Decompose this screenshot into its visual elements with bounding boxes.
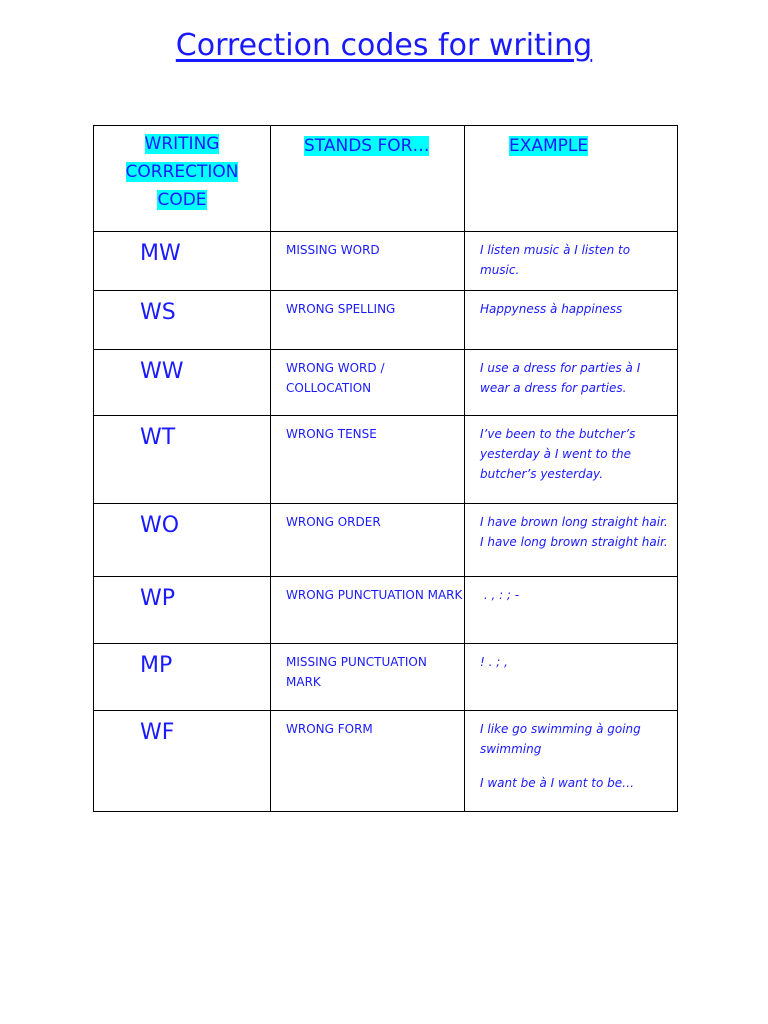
header-example: [465, 126, 678, 232]
example-cell: ! . ; ,: [465, 644, 678, 711]
stands-cell: WRONG WORD / COLLOCATION: [271, 350, 465, 416]
code-cell: WT: [94, 416, 271, 504]
table-row: [94, 291, 678, 350]
page-title: Correction codes for writing: [175, 28, 593, 63]
stands-cell: WRONG TENSE: [271, 416, 465, 504]
header-stands-for: [271, 126, 465, 232]
table-row: [94, 416, 678, 504]
example-cell: I use a dress for parties à I wear a dress for parties.: [465, 350, 678, 416]
table-row: [94, 577, 678, 644]
header-example-label: EXAMPLE: [509, 136, 589, 156]
table-header-row: [94, 126, 678, 232]
code-cell: MP: [94, 644, 271, 711]
stands-cell: WRONG FORM: [271, 711, 465, 812]
code-cell: WS: [94, 291, 271, 350]
stands-cell: MISSING PUNCTUATION MARK: [271, 644, 465, 711]
header-code: [94, 126, 271, 232]
code-cell: WW: [94, 350, 271, 416]
example-cell: I’ve been to the butcher’s yesterday à I went to the butcher’s yesterday.: [465, 416, 678, 504]
table-row: [94, 711, 678, 812]
example-line: I want be à I want to be…: [480, 776, 635, 790]
header-code-line2: CORRECTION: [125, 162, 239, 182]
header-stands-label: STANDS FOR…: [304, 136, 430, 156]
table-row: [94, 232, 678, 291]
stands-cell: WRONG ORDER: [271, 504, 465, 577]
header-code-line3: CODE: [157, 190, 207, 210]
code-cell: WP: [94, 577, 271, 644]
example-cell: [465, 711, 678, 812]
example-cell: I listen music à I listen to music.: [465, 232, 678, 291]
code-cell: WF: [94, 711, 271, 812]
table-row: [94, 350, 678, 416]
table-row: [94, 504, 678, 577]
example-line: I like go swimming à going swimming: [480, 722, 641, 756]
example-cell: . , : ; -: [465, 577, 678, 644]
example-cell: I have brown long straight hair. I have long brown straight hair.: [465, 504, 678, 577]
header-code-line1: WRITING: [144, 134, 220, 154]
code-cell: MW: [94, 232, 271, 291]
code-cell: WO: [94, 504, 271, 577]
table-row: [94, 644, 678, 711]
correction-codes-table: [93, 125, 678, 812]
stands-cell: MISSING WORD: [271, 232, 465, 291]
stands-cell: WRONG SPELLING: [271, 291, 465, 350]
stands-cell: WRONG PUNCTUATION MARK: [271, 577, 465, 644]
example-cell: Happyness à happiness: [465, 291, 678, 350]
